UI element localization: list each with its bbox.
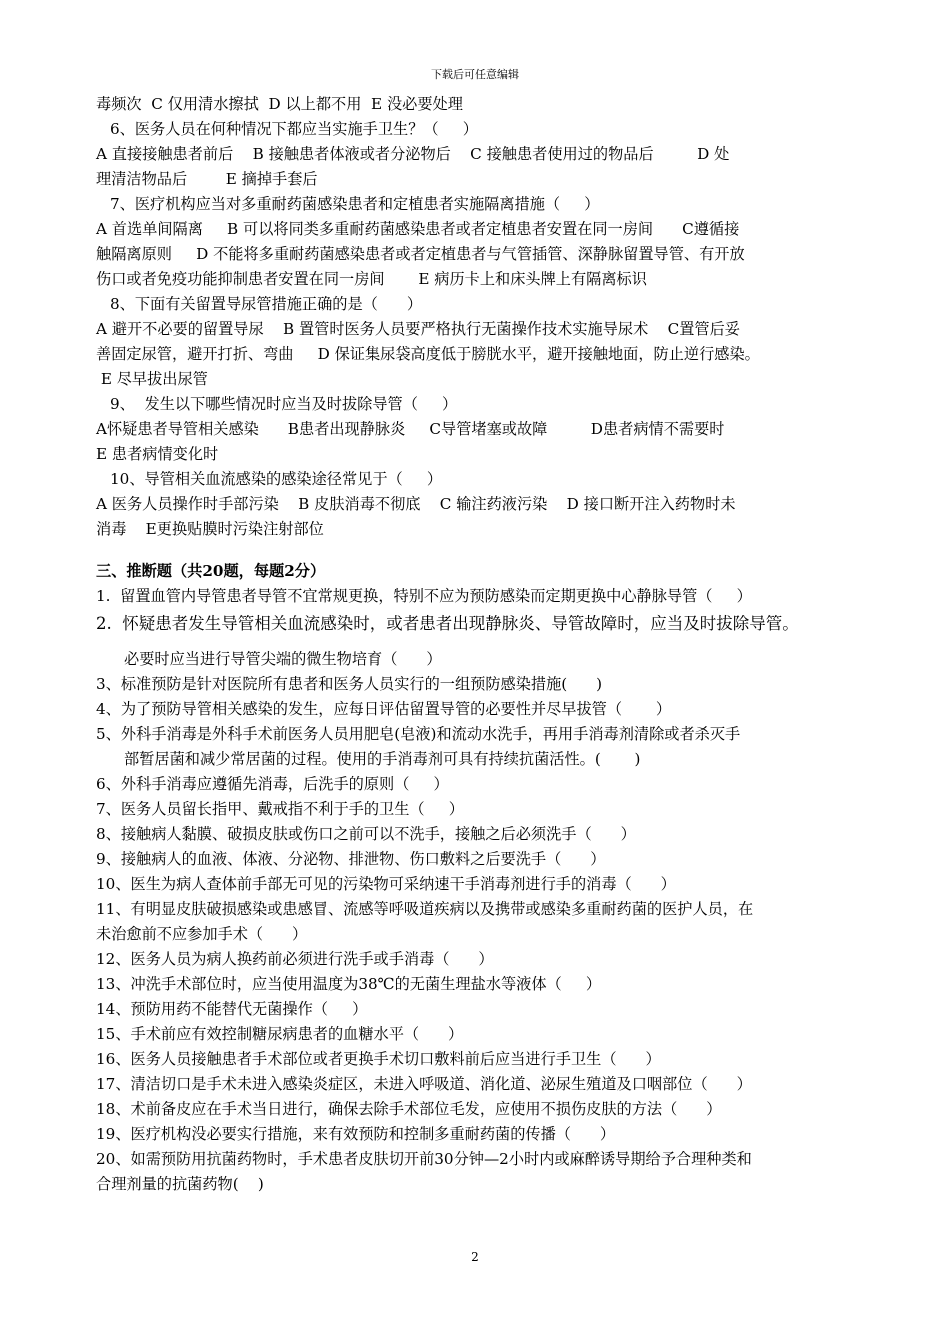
judgement-item-line: 19、医疗机构没必要实行措施，来有效预防和控制多重耐药菌的传播（ ） xyxy=(96,1125,616,1143)
question-stem: 10、导管相关血流感染的感染途径常见于（ ） xyxy=(110,470,443,488)
judgement-item-line: 3、标准预防是针对医院所有患者和医务人员实行的一组预防感染措施( ) xyxy=(96,675,603,693)
judgement-item-line: 16、医务人员接触患者手术部位或者更换手术切口敷料前后应当进行手卫生（ ） xyxy=(96,1050,661,1068)
judgement-item-line: 20、如需预防用抗菌药物时，手术患者皮肤切开前30分钟—2小时内或麻醉诱导期给予合理种类和 xyxy=(96,1150,752,1168)
question-line: A 避开不必要的留置导尿 B 置管时医务人员要严格执行无菌操作技术实施导尿术 C置管后妥 xyxy=(96,320,740,338)
judgement-item-line: 5、外科手消毒是外科手术前医务人员用肥皂(皂液)和流动水洗手，再用手消毒剂清除或者杀灭手 xyxy=(96,725,741,743)
judgement-item-line: 8、接触病人黏膜、破损皮肤或伤口之前可以不洗手，接触之后必须洗手（ ） xyxy=(96,825,636,843)
judgement-item-line: 必要时应当进行导管尖端的微生物培育（ ） xyxy=(124,650,442,668)
judgement-item-line: 18、术前备皮应在手术当日进行，确保去除手术部位毛发，应使用不损伤皮肤的方法（ ） xyxy=(96,1100,722,1118)
question-line: 理清洁物品后 E 摘掉手套后 xyxy=(96,170,318,188)
true-false-section xyxy=(96,584,861,1197)
judgement-item-line: 14、预防用药不能替代无菌操作（ ） xyxy=(96,1000,368,1018)
question-line: 伤口或者免疫功能抑制患者安置在同一房间 E 病历卡上和床头牌上有隔离标识 xyxy=(96,270,647,288)
judgement-item-line: 12、医务人员为病人换药前必须进行洗手或手消毒（ ） xyxy=(96,950,494,968)
question-stem: 8、下面有关留置导尿管措施正确的是（ ） xyxy=(110,295,423,313)
question-line: E 患者病情变化时 xyxy=(96,445,219,463)
judgement-item-line: 15、手术前应有效控制糖尿病患者的血糖水平（ ） xyxy=(96,1025,464,1043)
judgement-item-line: 部暂居菌和减少常居菌的过程。使用的手消毒剂可具有持续抗菌活性。( ) xyxy=(124,750,641,768)
question-line: A 首选单间隔离 B 可以将同类多重耐药菌感染患者或者定植患者安置在同一房间 C遵循接 xyxy=(96,220,740,238)
judgement-item-line: 17、清洁切口是手术未进入感染炎症区，未进入呼吸道、消化道、泌尿生殖道及口咽部位（ ） xyxy=(96,1075,752,1093)
judgement-item-line: 1. 留置血管内导管患者导管不宜常规更换，特别不应为预防感染而定期更换中心静脉导管（ ） xyxy=(96,587,752,605)
multiple-choice-section xyxy=(96,92,861,542)
judgement-item-line: 10、医生为病人查体前手部无可见的污染物可采纳速干手消毒剂进行手的消毒（ ） xyxy=(96,875,676,893)
section-title: 三、推断题（共20题，每题2分） xyxy=(96,562,326,580)
question-line: 善固定尿管，避开打折、弯曲 D 保证集尿袋高度低于膀胱水平，避开接触地面，防止逆行感染。 xyxy=(96,345,760,363)
judgement-item-line: 合理剂量的抗菌药物( ) xyxy=(96,1175,264,1193)
question-line: E 尽早拔出尿管 xyxy=(96,370,208,388)
judgement-item-line: 未治愈前不应参加手术（ ） xyxy=(96,925,308,943)
page-header: 下载后可任意编辑 xyxy=(431,68,519,81)
judgement-item-line: 4、为了预防导管相关感染的发生，应每日评估留置导管的必要性并尽早拔管（ ） xyxy=(96,700,672,718)
question-line: 触隔离原则 D 不能将多重耐药菌感染患者或者定植患者与气管插管、深静脉留置导管、有开放 xyxy=(96,245,745,263)
question-line: 消毒 E更换贴膜时污染注射部位 xyxy=(96,520,324,538)
question-line: A 直接接触患者前后 B 接触患者体液或者分泌物后 C 接触患者使用过的物品后 D 处 xyxy=(96,145,730,163)
judgement-item-line: 6、外科手消毒应遵循先消毒，后洗手的原则（ ） xyxy=(96,775,449,793)
document-body xyxy=(96,92,861,1197)
question-line: 毒频次 C 仅用清水擦拭 D 以上都不用 E 没必要处理 xyxy=(96,95,463,113)
judgement-item-line: 13、冲洗手术部位时，应当使用温度为38℃的无菌生理盐水等液体（ ） xyxy=(96,975,602,993)
judgement-item-line: 7、医务人员留长指甲、戴戒指不利于手的卫生（ ） xyxy=(96,800,464,818)
section-gap xyxy=(96,542,861,559)
question-line: A 医务人员操作时手部污染 B 皮肤消毒不彻底 C 输注药液污染 D 接口断开注入药物时未 xyxy=(96,495,736,513)
question-stem: 6、医务人员在何种情况下都应当实施手卫生？（ ） xyxy=(110,120,478,138)
question-stem: 9、 发生以下哪些情况时应当及时拔除导管（ ） xyxy=(110,395,458,413)
page-number: 2 xyxy=(471,1250,479,1264)
judgement-item-line: 9、接触病人的血液、体液、分泌物、排泄物、伤口敷料之后要洗手（ ） xyxy=(96,850,606,868)
judgement-item-line: 11、有明显皮肤破损感染或患感冒、流感等呼吸道疾病以及携带或感染多重耐药菌的医护人员，在 xyxy=(96,900,754,918)
judgement-item-line: 2. 怀疑患者发生导管相关血流感染时，或者患者出现静脉炎、导管故障时，应当及时拔除导管。 xyxy=(96,614,799,633)
question-line: A怀疑患者导管相关感染 B患者出现静脉炎 C导管堵塞或故障 D患者病情不需要时 xyxy=(96,420,725,438)
question-stem: 7、医疗机构应当对多重耐药菌感染患者和定植患者实施隔离措施（ ） xyxy=(110,195,600,213)
